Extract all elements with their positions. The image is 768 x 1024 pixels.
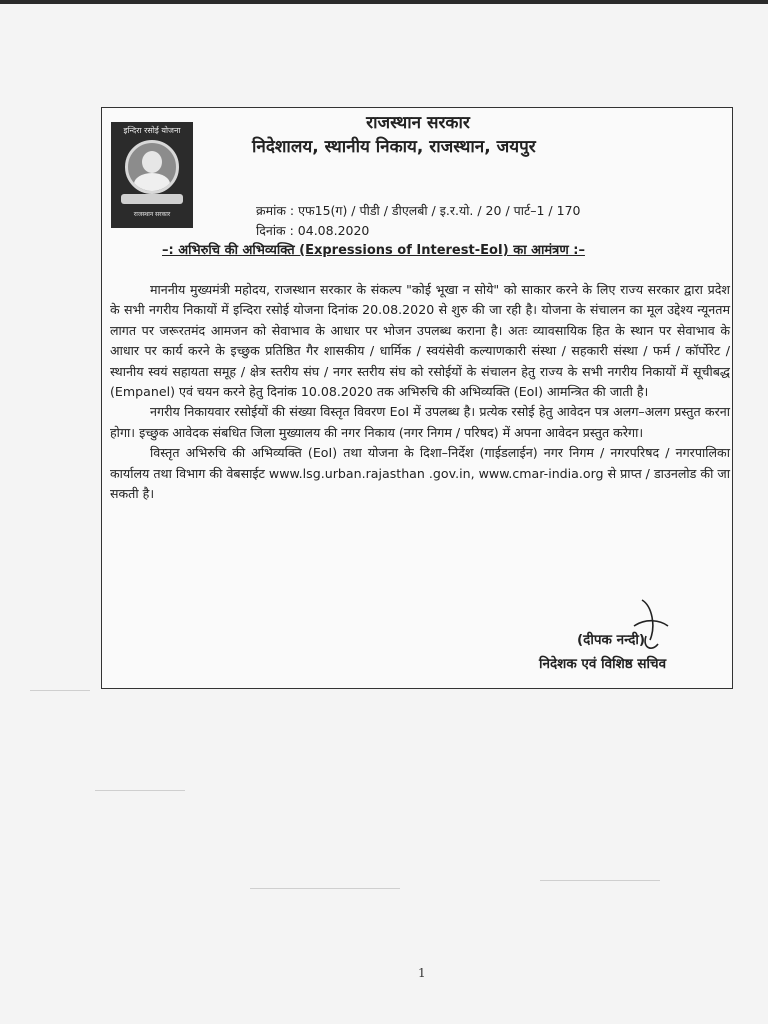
subject-line: –: अभिरुचि की अभिव्यक्ति (Expressions of Interest-EoI) का आमंत्रण :– <box>162 243 585 258</box>
indira-rasoi-logo <box>111 122 193 228</box>
logo-top-text: इन्दिरा रसोई योजना <box>123 126 181 135</box>
portrait-face-icon <box>142 151 162 173</box>
department-heading: निदेशालय, स्थानीय निकाय, राजस्थान, जयपुर <box>252 137 536 157</box>
government-heading: राजस्थान सरकार <box>366 113 470 133</box>
signatory-name: (दीपक नन्दी) <box>577 632 646 648</box>
logo-portrait-ring <box>125 140 179 194</box>
notice-body <box>110 280 730 504</box>
scan-noise-line <box>30 690 90 691</box>
notice-frame <box>101 107 733 689</box>
logo-ribbon <box>121 194 183 204</box>
scan-top-edge <box>0 0 768 4</box>
signatory-designation: निदेशक एवं विशिष्ठ सचिव <box>539 656 667 672</box>
scan-noise-line <box>95 790 185 791</box>
paragraph-3: विस्तृत अभिरुचि की अभिव्यक्ति (EoI) तथा योजना के दिशा–निर्देश (गाईडलाईन) नगर निगम / नगरपरिषद / नगरपालिका कार्यालय तथा विभाग की वेबसाईट www.lsg.urban.rajasthan .gov.in, www.cmar-india.org से प्राप्त / डाउनलोड की जा सकती है। <box>110 445 730 502</box>
paragraph-2: नगरीय निकायवार रसोईयों की संख्या विस्तृत विवरण EoI में उपलब्ध है। प्रत्येक रसोई हेतु आवेदन पत्र अलग–अलग प्रस्तुत करना होगा। इच्छुक आवेदक संबधित जिला मुख्यालय की नगर निकाय (नगर निगम / परिषद) में अपना आवेदन प्रस्तुत करेगा। <box>110 404 730 440</box>
paragraph-1: माननीय मुख्यमंत्री महोदय, राजस्थान सरकार के संकल्प "कोई भूखा न सोये" को साकार करने के लिए राज्य सरकार द्वारा प्रदेश के सभी नगरीय निकायों में इन्दिरा रसोई योजना दिनांक 20.08.2020 से शुरु की जा रही है। योजना के संचालन का मूल उद्देश्य न्यूनतम लागत पर जरूरतमंद आमजन को सेवाभाव के आधार पर भोजन उपलब्ध कराना है। अतः व्यावसायिक हित के स्थान पर सेवाभाव के आधार पर कार्य करने के इच्छुक प्रतिष्ठित गैर शासकीय / धार्मिक / स्वयंसेवी कल्याणकारी संस्था / सहकारी संस्था / फर्म / कॉर्पोरेट / स्थानीय स्वयं सहायता समूह / क्षेत्र स्तरीय संघ / नगर स्तरीय संघ को रसोईयों के संचालन हेतु राज्य के सभी नगरीय निकायों में सूचीबद्ध (Empanel) एवं चयन करने हेतु दिनांक 10.08.2020 तक अभिरुचि की अभिव्यक्ति (EoI) आमन्त्रित की जाती है। <box>110 282 730 400</box>
page-number: 1 <box>418 966 426 980</box>
logo-bottom-text: राजस्थान सरकार <box>133 211 171 218</box>
reference-number: क्रमांक : एफ15(ग) / पीडी / डीएलबी / इ.र.यो. / 20 / पार्ट–1 / 170 <box>256 203 581 218</box>
portrait-body-icon <box>134 173 170 194</box>
issue-date: दिनांक : 04.08.2020 <box>256 223 370 238</box>
scan-noise-line <box>250 888 400 889</box>
scan-noise-line <box>540 880 660 881</box>
